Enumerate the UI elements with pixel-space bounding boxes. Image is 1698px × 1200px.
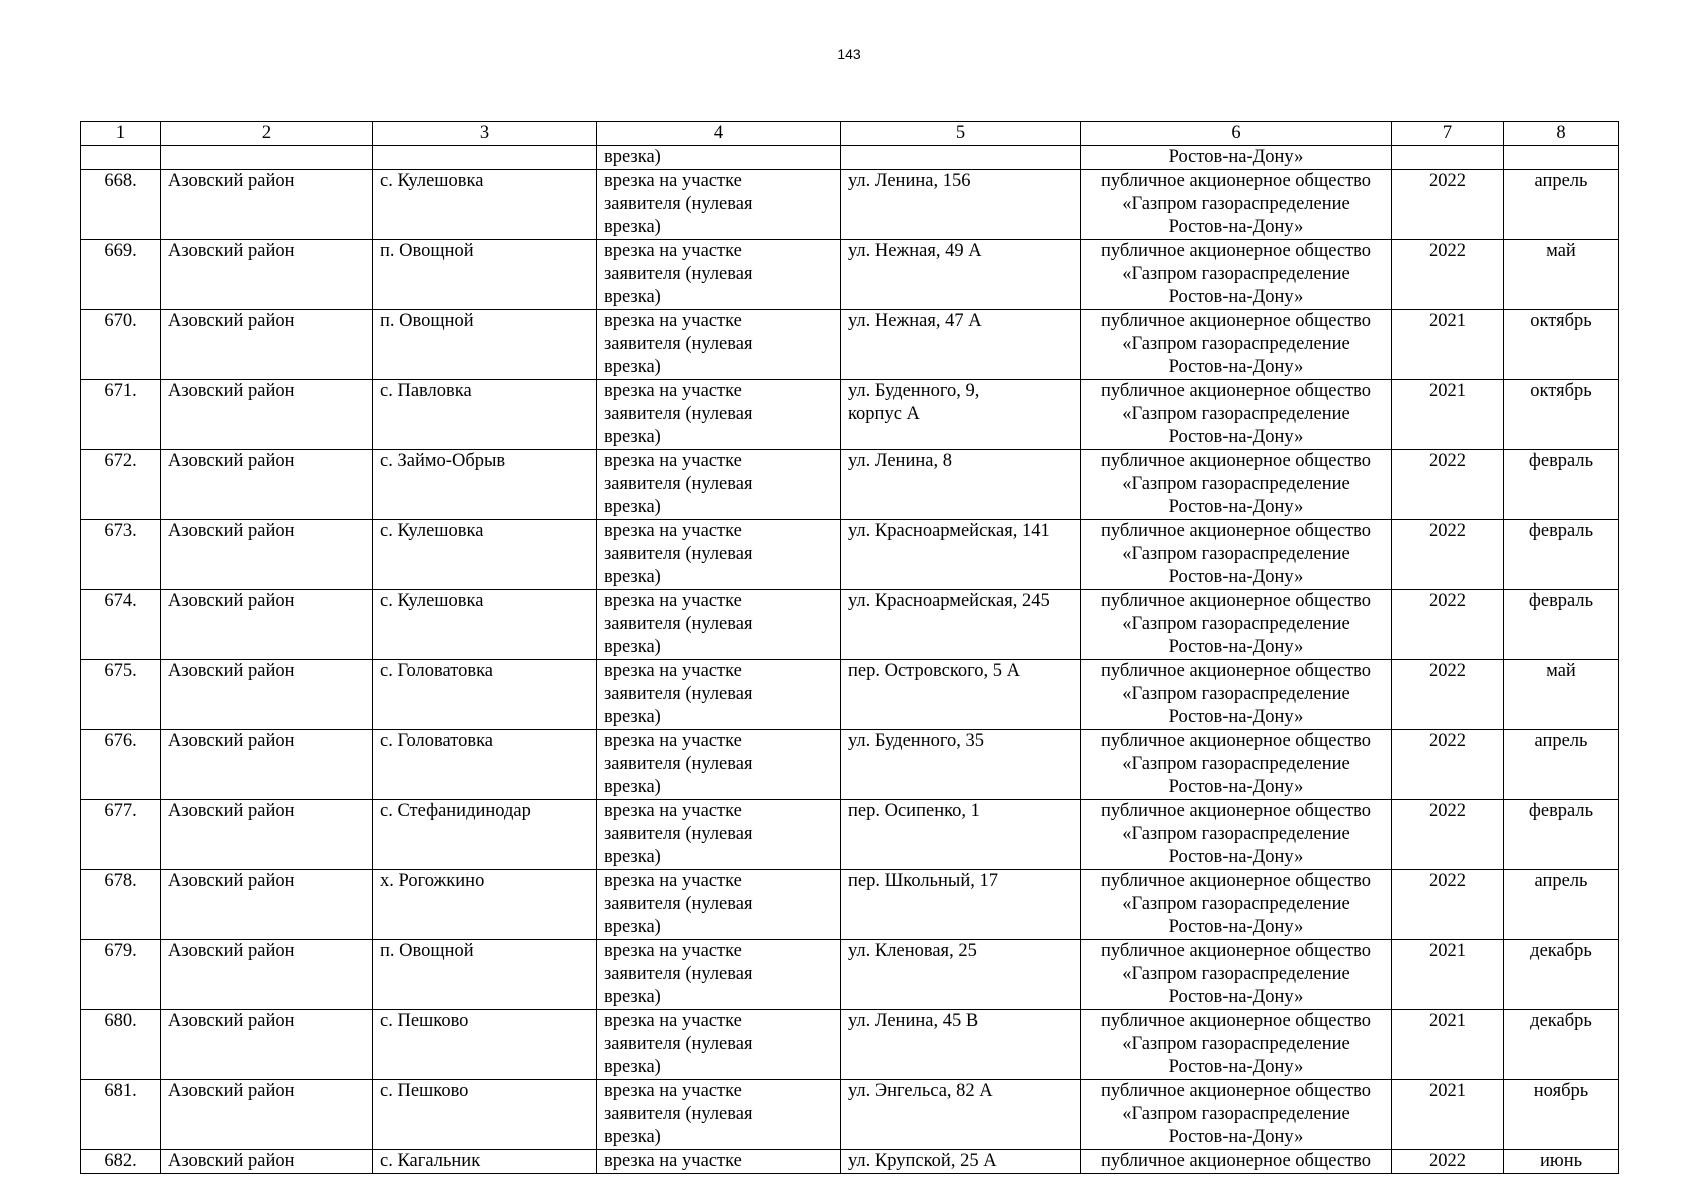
connection-line: заявителя (нулевая	[604, 474, 753, 494]
organization-line: «Газпром газораспределение	[1122, 1034, 1350, 1054]
organization-line: публичное акционерное общество	[1100, 941, 1372, 961]
organization-line: «Газпром газораспределение	[1122, 614, 1350, 634]
connection-line: врезка на участке	[604, 171, 742, 191]
cell-settlement: п. Овощной	[373, 310, 597, 380]
cell-address	[841, 310, 1081, 380]
connection-line: заявителя (нулевая	[604, 544, 753, 564]
address-line: ул. Ленина, 156	[848, 171, 971, 191]
cell-month: февраль	[1504, 520, 1619, 590]
cell-connection-type	[597, 520, 841, 590]
address-line: пер. Осипенко, 1	[848, 801, 980, 821]
cell-settlement: п. Овощной	[373, 240, 597, 310]
connection-line: врезка на участке	[604, 241, 742, 261]
connection-line: врезка на участке	[604, 521, 742, 541]
table-row	[81, 450, 1619, 520]
cell-year: 2022	[1392, 450, 1504, 520]
cell-organization	[1081, 450, 1392, 520]
cell-month: май	[1504, 660, 1619, 730]
address-line: ул. Красноармейская, 245	[848, 591, 1050, 611]
cell-year: 2022	[1392, 800, 1504, 870]
address-line: ул. Красноармейская, 141	[848, 521, 1050, 541]
organization-line: «Газпром газораспределение	[1122, 684, 1350, 704]
table-row	[81, 1010, 1619, 1080]
cell-district: Азовский район	[161, 660, 373, 730]
organization-line: Ростов-на-Дону»	[1168, 427, 1304, 447]
connection-line: врезка на участке	[604, 381, 742, 401]
table-row	[81, 730, 1619, 800]
cell-district: Азовский район	[161, 520, 373, 590]
table-row	[81, 800, 1619, 870]
address-line: ул. Ленина, 45 В	[848, 1011, 979, 1031]
organization-line: Ростов-на-Дону»	[1168, 707, 1304, 727]
connection-line: врезка)	[604, 287, 661, 307]
cell-year: 2021	[1392, 940, 1504, 1010]
cell-settlement: с. Кулешовка	[373, 590, 597, 660]
cell-organization	[1081, 1150, 1392, 1174]
connection-line: врезка)	[604, 777, 661, 797]
connection-line: заявителя (нулевая	[604, 264, 753, 284]
cell-district: Азовский район	[161, 590, 373, 660]
cell-address	[841, 1080, 1081, 1150]
cell-organization	[1081, 240, 1392, 310]
connection-line: врезка на участке	[604, 1081, 742, 1101]
cell-settlement: с. Головатовка	[373, 660, 597, 730]
cell-year: 2021	[1392, 380, 1504, 450]
cell-settlement: с. Кулешовка	[373, 170, 597, 240]
organization-line: публичное акционерное общество	[1100, 171, 1372, 191]
cell-address	[841, 1150, 1081, 1174]
address-line: пер. Островского, 5 А	[848, 661, 1020, 681]
organization-line: публичное акционерное общество	[1100, 311, 1372, 331]
cell-num: 670.	[81, 310, 161, 380]
cell-num: 668.	[81, 170, 161, 240]
cell-year	[1392, 146, 1504, 170]
table-row	[81, 170, 1619, 240]
cell-address	[841, 660, 1081, 730]
address-line: пер. Школьный, 17	[848, 871, 998, 891]
cell-address	[841, 240, 1081, 310]
organization-line: публичное акционерное общество	[1100, 1081, 1372, 1101]
table-row	[81, 240, 1619, 310]
cell-settlement: с. Кулешовка	[373, 520, 597, 590]
connection-line: заявителя (нулевая	[604, 614, 753, 634]
organization-line: Ростов-на-Дону»	[1168, 287, 1304, 307]
cell-settlement: х. Рогожкино	[373, 870, 597, 940]
cell-settlement: с. Пешково	[373, 1010, 597, 1080]
cell-address	[841, 800, 1081, 870]
cell-organization	[1081, 870, 1392, 940]
organization-line: Ростов-на-Дону»	[1168, 987, 1304, 1007]
connection-line: врезка)	[604, 917, 661, 937]
cell-year: 2022	[1392, 170, 1504, 240]
cell-organization	[1081, 800, 1392, 870]
column-header: 4	[597, 122, 841, 146]
cell-connection-type	[597, 940, 841, 1010]
cell-address	[841, 450, 1081, 520]
connection-line: заявителя (нулевая	[604, 964, 753, 984]
connection-line: врезка)	[604, 497, 661, 517]
organization-line: публичное акционерное общество	[1100, 661, 1372, 681]
cell-address	[841, 940, 1081, 1010]
cell-connection-type	[597, 1150, 841, 1174]
cell-num: 676.	[81, 730, 161, 800]
organization-line: «Газпром газораспределение	[1122, 404, 1350, 424]
table-row	[81, 380, 1619, 450]
cell-settlement: с. Пешково	[373, 1080, 597, 1150]
table-row	[81, 590, 1619, 660]
column-header: 8	[1504, 122, 1619, 146]
address-line: ул. Нежная, 47 А	[848, 311, 982, 331]
connection-line: врезка на участке	[604, 731, 742, 751]
address-line: ул. Ленина, 8	[848, 451, 952, 471]
connection-line: врезка)	[604, 1057, 661, 1077]
table-row	[81, 940, 1619, 1010]
organization-line: Ростов-на-Дону»	[1168, 1127, 1304, 1147]
cell-district: Азовский район	[161, 1010, 373, 1080]
cell-settlement	[373, 146, 597, 170]
organization-line: «Газпром газораспределение	[1122, 474, 1350, 494]
cell-num: 680.	[81, 1010, 161, 1080]
cell-address	[841, 170, 1081, 240]
cell-district: Азовский район	[161, 870, 373, 940]
organization-line: публичное акционерное общество	[1100, 1151, 1372, 1171]
connection-line: врезка)	[604, 427, 661, 447]
organization-line: публичное акционерное общество	[1100, 871, 1372, 891]
cell-organization	[1081, 730, 1392, 800]
cell-organization: Ростов-на-Дону»	[1081, 146, 1392, 170]
address-line: ул. Энгельса, 82 А	[848, 1081, 993, 1101]
cell-organization	[1081, 590, 1392, 660]
cell-month: октябрь	[1504, 380, 1619, 450]
column-header: 5	[841, 122, 1081, 146]
cell-settlement: с. Кагальник	[373, 1150, 597, 1174]
table-row	[81, 520, 1619, 590]
cell-connection-type	[597, 870, 841, 940]
column-header: 1	[81, 122, 161, 146]
column-header: 3	[373, 122, 597, 146]
cell-connection-type	[597, 660, 841, 730]
organization-line: «Газпром газораспределение	[1122, 824, 1350, 844]
gas-connection-table	[80, 121, 1619, 1174]
cell-num	[81, 146, 161, 170]
cell-year: 2022	[1392, 1150, 1504, 1174]
cell-num: 678.	[81, 870, 161, 940]
cell-year: 2022	[1392, 730, 1504, 800]
connection-line: врезка на участке	[604, 451, 742, 471]
organization-line: Ростов-на-Дону»	[1168, 217, 1304, 237]
cell-year: 2021	[1392, 1080, 1504, 1150]
cell-settlement: п. Овощной	[373, 940, 597, 1010]
organization-line: Ростов-на-Дону»	[1168, 777, 1304, 797]
address-line: ул. Нежная, 49 А	[848, 241, 982, 261]
address-line: корпус А	[848, 404, 920, 424]
cell-year: 2022	[1392, 240, 1504, 310]
connection-line: врезка на участке	[604, 871, 742, 891]
organization-line: публичное акционерное общество	[1100, 451, 1372, 471]
organization-line: Ростов-на-Дону»	[1168, 567, 1304, 587]
cell-settlement: с. Павловка	[373, 380, 597, 450]
cell-district: Азовский район	[161, 1150, 373, 1174]
cell-district: Азовский район	[161, 170, 373, 240]
organization-line: «Газпром газораспределение	[1122, 964, 1350, 984]
cell-month: май	[1504, 240, 1619, 310]
connection-line: врезка)	[604, 357, 661, 377]
table-row	[81, 660, 1619, 730]
cell-address	[841, 520, 1081, 590]
cell-year: 2021	[1392, 310, 1504, 380]
cell-address	[841, 146, 1081, 170]
cell-year: 2022	[1392, 660, 1504, 730]
connection-line: врезка на участке	[604, 661, 742, 681]
cell-num: 673.	[81, 520, 161, 590]
connection-line: заявителя (нулевая	[604, 1034, 753, 1054]
cell-connection-type	[597, 590, 841, 660]
cell-connection-type	[597, 380, 841, 450]
cell-organization	[1081, 1010, 1392, 1080]
connection-line: врезка)	[604, 567, 661, 587]
cell-organization	[1081, 660, 1392, 730]
organization-line: Ростов-на-Дону»	[1168, 917, 1304, 937]
organization-line: публичное акционерное общество	[1100, 731, 1372, 751]
connection-line: врезка)	[604, 637, 661, 657]
cell-connection-type	[597, 1080, 841, 1150]
organization-line: публичное акционерное общество	[1100, 381, 1372, 401]
cell-num: 681.	[81, 1080, 161, 1150]
connection-line: врезка)	[604, 987, 661, 1007]
cell-address	[841, 1010, 1081, 1080]
connection-line: заявителя (нулевая	[604, 894, 753, 914]
connection-line: заявителя (нулевая	[604, 404, 753, 424]
connection-line: врезка)	[604, 847, 661, 867]
cell-connection-type	[597, 170, 841, 240]
table-row	[81, 310, 1619, 380]
cell-district	[161, 146, 373, 170]
cell-year: 2022	[1392, 590, 1504, 660]
cell-month: ноябрь	[1504, 1080, 1619, 1150]
cell-connection-type	[597, 1010, 841, 1080]
cell-address	[841, 730, 1081, 800]
cell-num: 677.	[81, 800, 161, 870]
table-row	[81, 1080, 1619, 1150]
cell-connection-type	[597, 450, 841, 520]
cell-organization	[1081, 1080, 1392, 1150]
cell-connection-type	[597, 310, 841, 380]
column-header: 7	[1392, 122, 1504, 146]
organization-line: «Газпром газораспределение	[1122, 334, 1350, 354]
organization-line: публичное акционерное общество	[1100, 801, 1372, 821]
cell-month: февраль	[1504, 800, 1619, 870]
organization-line: публичное акционерное общество	[1100, 521, 1372, 541]
organization-line: «Газпром газораспределение	[1122, 1104, 1350, 1124]
cell-month: октябрь	[1504, 310, 1619, 380]
cell-num: 675.	[81, 660, 161, 730]
cell-organization	[1081, 940, 1392, 1010]
cell-district: Азовский район	[161, 240, 373, 310]
connection-line: заявителя (нулевая	[604, 684, 753, 704]
table-header-row	[81, 122, 1619, 146]
cell-num: 671.	[81, 380, 161, 450]
connection-line: заявителя (нулевая	[604, 824, 753, 844]
cell-connection-type: врезка)	[597, 146, 841, 170]
connection-line: врезка на участке	[604, 311, 742, 331]
cell-connection-type	[597, 800, 841, 870]
cell-district: Азовский район	[161, 380, 373, 450]
cell-month: февраль	[1504, 450, 1619, 520]
column-header: 2	[161, 122, 373, 146]
cell-month: июнь	[1504, 1150, 1619, 1174]
organization-line: «Газпром газораспределение	[1122, 194, 1350, 214]
cell-settlement: с. Головатовка	[373, 730, 597, 800]
organization-line: «Газпром газораспределение	[1122, 894, 1350, 914]
cell-month: февраль	[1504, 590, 1619, 660]
table-row	[81, 1150, 1619, 1174]
connection-line: врезка на участке	[604, 1151, 742, 1171]
connection-line: заявителя (нулевая	[604, 194, 753, 214]
cell-num: 679.	[81, 940, 161, 1010]
cell-settlement: с. Стефанидинодар	[373, 800, 597, 870]
address-line: ул. Буденного, 9,	[848, 381, 980, 401]
page-number: 143	[837, 46, 861, 62]
cell-year: 2021	[1392, 1010, 1504, 1080]
connection-line: заявителя (нулевая	[604, 1104, 753, 1124]
cell-organization	[1081, 380, 1392, 450]
connection-line: заявителя (нулевая	[604, 754, 753, 774]
continuation-row	[81, 146, 1619, 170]
cell-organization	[1081, 170, 1392, 240]
organization-line: Ростов-на-Дону»	[1168, 1057, 1304, 1077]
table-row	[81, 870, 1619, 940]
organization-line: публичное акционерное общество	[1100, 591, 1372, 611]
cell-month: декабрь	[1504, 940, 1619, 1010]
cell-settlement: с. Займо-Обрыв	[373, 450, 597, 520]
organization-line: «Газпром газораспределение	[1122, 264, 1350, 284]
cell-address	[841, 380, 1081, 450]
cell-num: 669.	[81, 240, 161, 310]
cell-month: декабрь	[1504, 1010, 1619, 1080]
cell-month: апрель	[1504, 870, 1619, 940]
cell-district: Азовский район	[161, 800, 373, 870]
connection-line: заявителя (нулевая	[604, 334, 753, 354]
cell-district: Азовский район	[161, 310, 373, 380]
address-line: ул. Крупской, 25 А	[848, 1151, 997, 1171]
organization-line: Ростов-на-Дону»	[1168, 357, 1304, 377]
cell-num: 682.	[81, 1150, 161, 1174]
cell-district: Азовский район	[161, 450, 373, 520]
cell-num: 672.	[81, 450, 161, 520]
connection-line: врезка)	[604, 1127, 661, 1147]
cell-month: апрель	[1504, 730, 1619, 800]
cell-organization	[1081, 520, 1392, 590]
cell-year: 2022	[1392, 520, 1504, 590]
cell-district: Азовский район	[161, 730, 373, 800]
organization-line: Ростов-на-Дону»	[1168, 637, 1304, 657]
cell-connection-type	[597, 730, 841, 800]
connection-line: врезка)	[604, 217, 661, 237]
address-line: ул. Кленовая, 25	[848, 941, 977, 961]
cell-year: 2022	[1392, 870, 1504, 940]
cell-district: Азовский район	[161, 1080, 373, 1150]
connection-line: врезка на участке	[604, 1011, 742, 1031]
address-line: ул. Буденного, 35	[848, 731, 984, 751]
connection-line: врезка на участке	[604, 801, 742, 821]
cell-address	[841, 870, 1081, 940]
organization-line: публичное акционерное общество	[1100, 241, 1372, 261]
cell-month: апрель	[1504, 170, 1619, 240]
connection-line: врезка)	[604, 707, 661, 727]
cell-address	[841, 590, 1081, 660]
column-header: 6	[1081, 122, 1392, 146]
organization-line: Ростов-на-Дону»	[1168, 497, 1304, 517]
organization-line: «Газпром газораспределение	[1122, 754, 1350, 774]
organization-line: Ростов-на-Дону»	[1168, 847, 1304, 867]
cell-connection-type	[597, 240, 841, 310]
cell-organization	[1081, 310, 1392, 380]
cell-district: Азовский район	[161, 940, 373, 1010]
organization-line: «Газпром газораспределение	[1122, 544, 1350, 564]
connection-line: врезка на участке	[604, 941, 742, 961]
connection-line: врезка на участке	[604, 591, 742, 611]
cell-num: 674.	[81, 590, 161, 660]
organization-line: публичное акционерное общество	[1100, 1011, 1372, 1031]
cell-month	[1504, 146, 1619, 170]
